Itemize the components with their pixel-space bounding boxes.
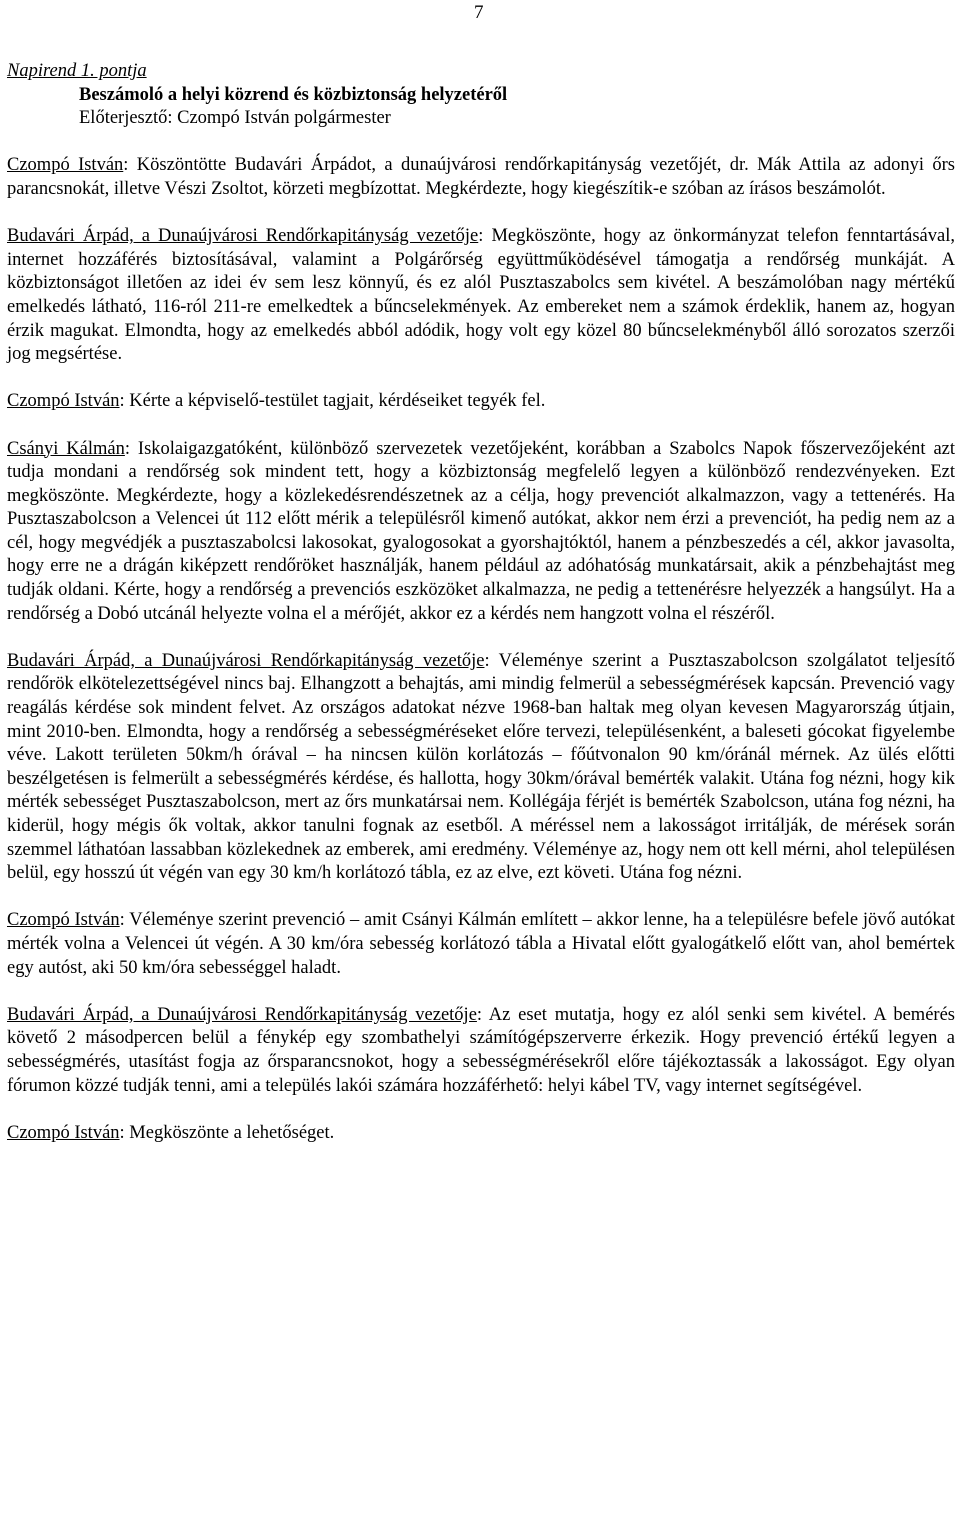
minutes-paragraph: [7, 438, 955, 627]
agenda-label: Napirend 1. pontja: [7, 61, 147, 81]
paragraph-text: : Véleménye szerint a Pusztaszabolcson szolgálatot teljesítő rendőrök elkötelezettségével nincs baj. Elhangzott a behajtás, ami mindig felmerül a sebességmérések kapcsán. Prevenció vagy reagálás kérdése sok mindent felvet. Az országos adatokat nézve 1968-ban haltak meg olyan kevesen Magyarország útjain, mint 2010-ben. Elmondta, hogy a rendőrség a sebességméréseket előre tervezi, településenként, a baleseti gócokat figyelembe véve. Lakott területen 50km/h órával – ha nincsen külön korlátozás – főútvonalon 90 km/óránál mérnek. Az ülés előtti beszélgetésen is felmerült a sebességmérés kérdése, és hallotta, hogy 30km/órával bemérték valakit. Utána fog nézni, hogy kik mérték sebességet Pusztaszabolcson, mert az őrs munkatársai nem. Kollégája férjét is bemérték Szabolcson, utána fog nézni, ha kiderül, hogy mégis ők voltak, akkor tanulni fognak az esetből. A méréssel nem a lakosságot irritálják, de mérések során szemmel láthatóan lassabban közlekednek az emberek, ami eredmény. Véleménye az, hogy nem ott kell mérni, ahol településen belül, egy hosszú út végén van egy 30 km/h korlátozó tábla, ez az elve, ezt követi. Utána fog nézni.: [7, 650, 955, 884]
paragraph-text: : Iskolaigazgatóként, különböző szervezetek vezetőjeként, korábban a Szabolcs Napok főszervezőjeként azt tudja mondani a rendőrség sok mindent tett, hogy a közbiztonság megfelelő legyen a különböző rendezvényeken. Ezt megköszönte. Megkérdezte, hogy a közlekedésrendészetnek az a célja, hogy prevenciót alkalmazzon, vagy a tettenérés. Ha Pusztaszabolcson a Velencei út 112 előtt mérik a településről kimenő autókat, akkor nem érzi a prevenciót, ha pedig nem az a cél, hogy megvédjék a pusztaszabolcsi lakosokat, gyalogosokat a gyorshajtóktól, hanem a pénzbeszedés a cél, akkor javasolta, hogy erre ne a drágán kiképzett rendőröket használják, hanem például az adóhatóság munkatársait, akik a pénzbehajtást meg tudják oldani. Kérte, hogy a rendőrség a prevenciós eszközöket alkalmazza, ne pedig a tettenérésre helyezzék a hangsúlyt. Ha a rendőrség a Dobó utcánál helyezte volna el a mérőjét, akkor ez a kérdés nem hangzott volna el részéről.: [7, 438, 956, 624]
paragraph-text: : Az eset mutatja, hogy ez alól senki sem kivétel. A bemérés követő 2 másodpercen belül a fénykép egy szombathelyi számítógépszerverre érkezik. Hogy prevenció értékű legyen a sebességmérés, utasítást fogja az őrsparancsnokot, hogy a sebességmérésekről előre tájékoztassák a lakosságot. Egy olyan fórumon közzé tudják tenni, ami a település lakói számára hozzáférhető: helyi kábel TV, vagy internet segítségével.: [7, 1004, 955, 1096]
speaker-name: Csányi Kálmán: [7, 438, 125, 459]
minutes-paragraph: [7, 154, 955, 201]
speaker-name: Czompó István: [7, 910, 120, 931]
speaker-name: Budavári Árpád, a Dunaújvárosi Rendőrkapitányság vezetője: [7, 226, 479, 247]
minutes-paragraph: [7, 225, 955, 367]
paragraph-text: : Véleménye szerint prevenció – amit Csányi Kálmán említett – akkor lenne, ha a településre befele jövő autókat mérték volna a Velencei út végén. A 30 km/óra sebesség korlátozó tábla a Hivatal előtt gyalogátkelő előtt van, ahol bemértek egy autóst, aki 50 km/óra sebességgel haladt.: [7, 910, 955, 978]
minutes-paragraph: [7, 650, 955, 886]
speaker-name: Czompó István: [7, 155, 124, 176]
speaker-name: Czompó István: [7, 391, 120, 412]
page-number: 7: [474, 2, 484, 23]
agenda-title: Beszámoló a helyi közrend és közbiztonság helyzetéről: [79, 84, 508, 105]
speaker-name: Budavári Árpád, a Dunaújvárosi Rendőrkapitányság vezetője: [7, 650, 485, 671]
minutes-paragraph: [7, 1122, 955, 1146]
document-body: [7, 60, 955, 1169]
agenda-header: [7, 60, 955, 131]
minutes-paragraph: [7, 1004, 955, 1098]
paragraph-text: : Megköszönte, hogy az önkormányzat telefon fenntartásával, internet hozzáférés biztosításával, valamint a Polgárőrség együttműködésével támogatja a rendőrség munkáját. A közbiztonságot illetően az idei év sem lesz könnyű, és ez alól Pusztaszabolcs sem kivétel. A beszámolóban nagy mértékű emelkedés látható, 116-ról 211-re emelkedtek a bűncselekmények. Az embereket nem a számok érdeklik, hanem az, hogyan érzik magukat. Elmondta, hogy az emelkedés abból adódik, hogy volt egy közel 80 bűncselekményből álló sorozatos szerzői jog megsértése.: [7, 226, 955, 365]
agenda-presenter: Előterjesztő: Czompó István polgármester: [79, 108, 391, 129]
paragraph-text: : Köszöntötte Budavári Árpádot, a dunaújvárosi rendőrkapitányság vezetőjét, dr. Mák Attila az adonyi őrs parancsnokát, illetve Vészi Zsoltot, körzeti megbízottat. Megkérdezte, hogy kiegészítik-e szóban az írásos beszámolót.: [7, 155, 955, 199]
speaker-name: Czompó István: [7, 1122, 120, 1143]
minutes-paragraph: [7, 390, 955, 414]
speaker-name: Budavári Árpád, a Dunaújvárosi Rendőrkapitányság vezetője: [7, 1004, 477, 1025]
paragraph-text: : Kérte a képviselő-testület tagjait, kérdéseiket tegyék fel.: [119, 391, 546, 412]
minutes-paragraph: [7, 909, 955, 980]
paragraph-text: : Megköszönte a lehetőséget.: [119, 1122, 335, 1143]
